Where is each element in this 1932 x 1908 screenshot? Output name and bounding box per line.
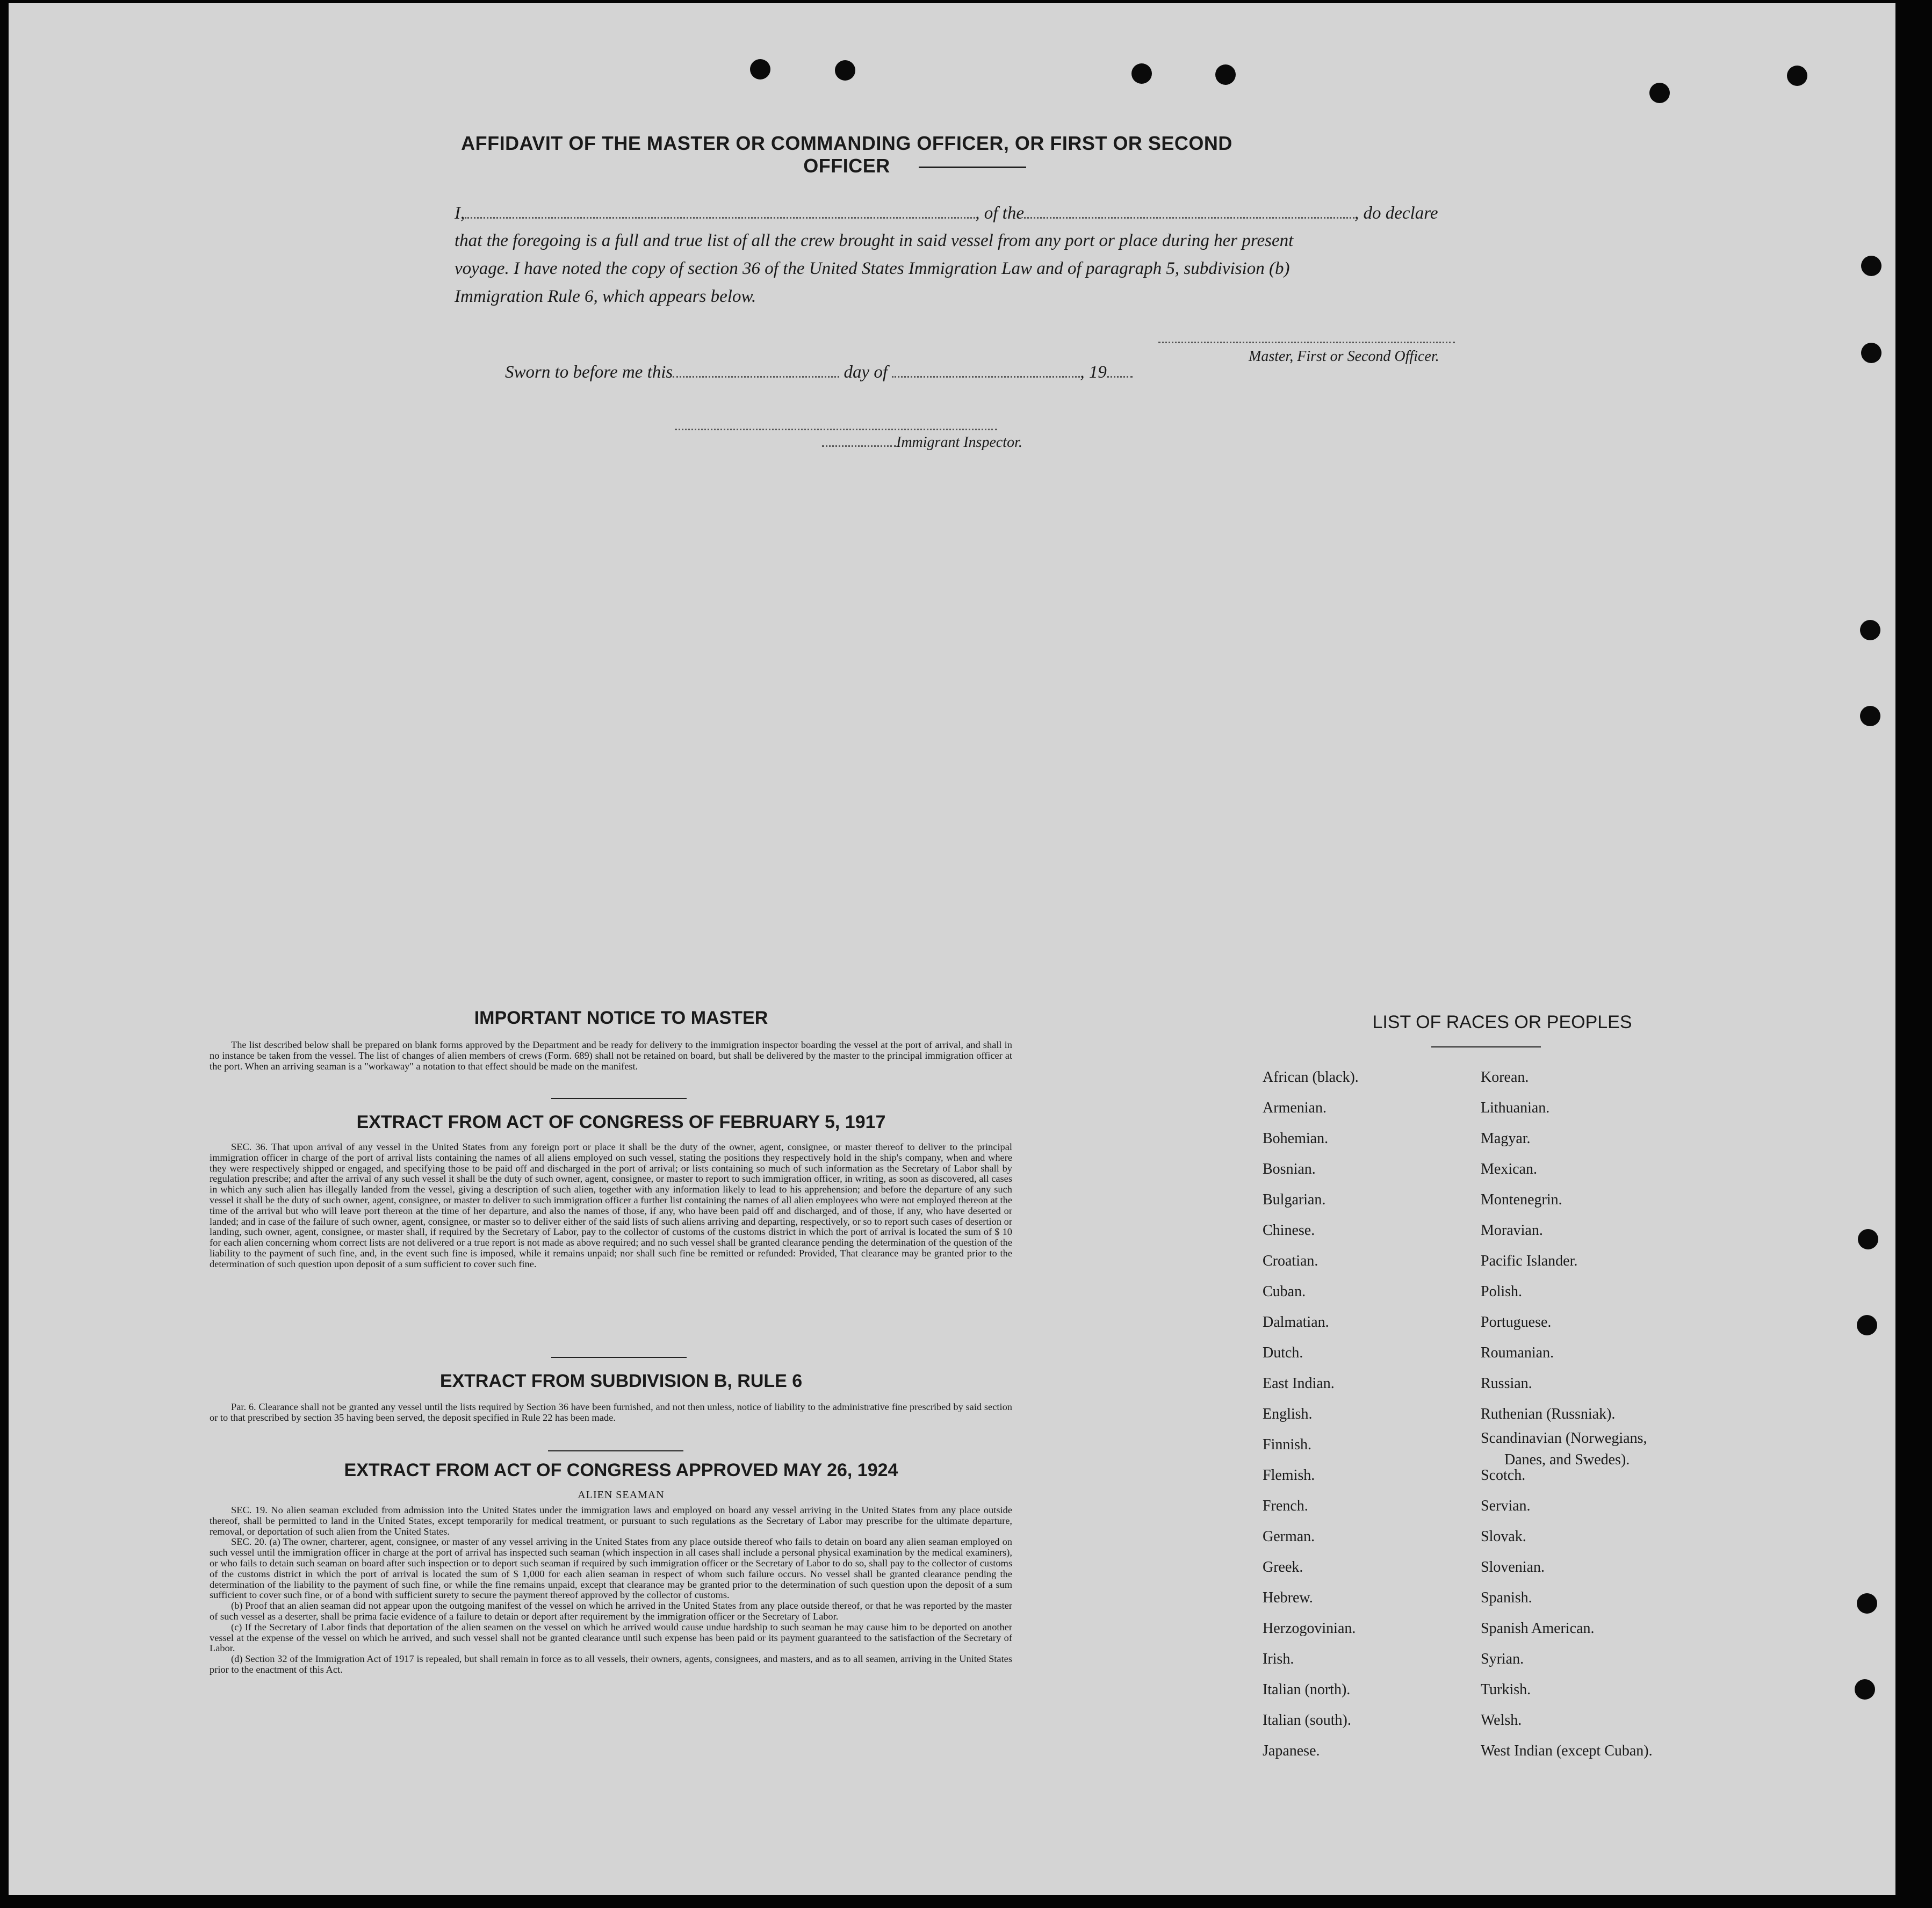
month-blank[interactable] [892, 362, 1080, 378]
punch-hole [1861, 343, 1881, 363]
inspector-signature-label: Immigrant Inspector. [896, 434, 1022, 451]
divider [548, 1450, 683, 1451]
race-item: Japanese. [1263, 1743, 1320, 1759]
extract-1924-subtitle: ALIEN SEAMAN [578, 1489, 665, 1501]
race-item: Greek. [1263, 1559, 1303, 1575]
extract-1917-title: EXTRACT FROM ACT OF CONGRESS OF FEBRUARY 5, 1917 [356, 1112, 886, 1132]
race-item: Bulgarian. [1263, 1191, 1326, 1208]
race-item: Croatian. [1263, 1253, 1318, 1269]
race-item: Armenian. [1263, 1100, 1327, 1116]
race-item: Italian (north). [1263, 1681, 1351, 1698]
race-item: Dutch. [1263, 1345, 1303, 1361]
race-item: Herzogovinian. [1263, 1620, 1356, 1637]
race-item: Welsh. [1481, 1712, 1522, 1729]
affidavit-title: AFFIDAVIT OF THE MASTER OR COMMANDING OFFICER, OR FIRST OR SECOND OFFICER [461, 132, 1232, 177]
year-blank[interactable] [1107, 362, 1133, 378]
race-item: Finnish. [1263, 1436, 1312, 1453]
punch-hole [1787, 66, 1807, 86]
race-item: Slovenian. [1481, 1559, 1545, 1575]
name-blank[interactable] [465, 203, 975, 219]
race-item: Slovak. [1481, 1528, 1526, 1545]
race-item: French. [1263, 1498, 1308, 1514]
punch-hole [1649, 83, 1670, 103]
race-item: Ruthenian (Russniak). [1481, 1406, 1616, 1422]
extract-rule6-title: EXTRACT FROM SUBDIVISION B, RULE 6 [439, 1371, 803, 1391]
vessel-blank[interactable] [1024, 203, 1354, 219]
punch-hole [1860, 706, 1880, 726]
divider [919, 167, 1026, 168]
race-item: Bosnian. [1263, 1161, 1316, 1177]
race-item: Hebrew. [1263, 1589, 1313, 1606]
race-item: Moravian. [1481, 1222, 1543, 1239]
race-item: English. [1263, 1406, 1313, 1422]
master-signature-label: Master, First or Second Officer. [1249, 348, 1439, 365]
race-item: Polish. [1481, 1283, 1523, 1300]
punch-hole [1857, 1315, 1877, 1335]
race-item: East Indian. [1263, 1375, 1335, 1392]
punch-hole [1857, 1593, 1877, 1614]
punch-hole [750, 59, 770, 80]
punch-hole [1858, 1229, 1878, 1249]
inspector-signature-line[interactable] [675, 415, 997, 430]
punch-hole [1860, 620, 1880, 640]
declaration-line-1: I, , of the , do declare [455, 204, 1438, 223]
punch-hole [835, 60, 855, 81]
race-item: Servian. [1481, 1498, 1531, 1514]
declaration-line-4: Immigration Rule 6, which appears below. [455, 287, 756, 306]
race-item: Russian. [1481, 1375, 1532, 1392]
race-item: Irish. [1263, 1651, 1294, 1667]
race-item: West Indian (except Cuban). [1481, 1743, 1653, 1759]
race-item: Turkish. [1481, 1681, 1531, 1698]
race-item: Portuguese. [1481, 1314, 1552, 1331]
race-item: Italian (south). [1263, 1712, 1351, 1729]
declaration-line-2: that the foregoing is a full and true list of all the crew brought in said vessel from any port or place during her present [455, 231, 1294, 250]
divider [551, 1098, 687, 1099]
race-item: Scotch. [1481, 1467, 1526, 1484]
race-item: Syrian. [1481, 1651, 1524, 1667]
extract-1924-title: EXTRACT FROM ACT OF CONGRESS APPROVED MAY 26, 1924 [344, 1460, 898, 1480]
day-blank[interactable] [673, 362, 839, 378]
race-item: Danes, and Swedes). [1504, 1451, 1630, 1468]
race-item: Lithuanian. [1481, 1100, 1550, 1116]
race-item: Flemish. [1263, 1467, 1315, 1484]
race-item: African (black). [1263, 1069, 1359, 1086]
race-item: Bohemian. [1263, 1130, 1329, 1147]
race-item: German. [1263, 1528, 1315, 1545]
punch-hole [1855, 1679, 1875, 1700]
race-item: Montenegrin. [1481, 1191, 1562, 1208]
races-title: LIST OF RACES OR PEOPLES [1372, 1012, 1632, 1032]
notice-text: The list described below shall be prepared on blank forms approved by the Department and be ready for delivery to the immigration inspector boarding the vessel at the port of arrival, and shall in no instance be taken from the vessel. The list of changes of alien members of crews (Form. 689) shall not be retained on board, but shall be delivered by the master to the principal immigration officer at the port. When an arriving seaman is a "workaway" a notation to that effect should be made on the manifest. [210, 1039, 1012, 1072]
notice-title: IMPORTANT NOTICE TO MASTER [474, 1008, 768, 1028]
document-sheet [9, 3, 1895, 1895]
race-item: Spanish. [1481, 1589, 1532, 1606]
race-item: Dalmatian. [1263, 1314, 1329, 1331]
extract-rule6-text: Par. 6. Clearance shall not be granted any vessel until the lists required by Section 36 have been furnished, and not then unless, notice of liability to the administrative fine prescribed by said section or to that prescribed by section 35 having been served, the deposit specified in Rule 22 has been made. [210, 1401, 1012, 1423]
extract-1924-text: SEC. 19. No alien seaman excluded from admission into the United States under the immigration laws and employed on board any vessel arriving in the United States from any place outside thereof, shall be permitted to land in the United States, except temporarily for medical treatment, or pursuant to such regulations as the Secretary of Labor may prescribe for the ultimate departure, removal, or deportation of such alien from the United States. SEC. 20. (a) The owner, charterer, agent, consignee, or master of any vessel arriving in the United States from any place outside thereof who fails to detain on board any alien seaman employed on such vessel until the immigration officer in charge at the port of arrival has inspected such seaman (which inspection in all cases shall include a personal physical examination by the medical examiners), or who fails to detain such seaman on board after such inspection or to deport such seaman if required by such immigration officer or the Secretary of Labor to do so, shall pay to the collector of customs of the customs district in which the port of arrival is located the sum of $ 1,000 for each alien seaman in respect of whom such failure occurs. No vessel shall be granted clearance pending the determination of the liability to the payment of such fine, or while the fine remains unpaid, except that clearance may be granted prior to the determination of such question upon the deposit of a sum sufficient to cover such fine, or of a bond with sufficient surety to secure the payment thereof approved by the collector of customs. (b) Proof that an alien seaman did not appear upon the outgoing manifest of the vessel on which he arrived in the United States from any place outside thereof, or that he was reported by the master of such vessel as a deserter, shall be prima facie evidence of a failure to detain or deport after requirement by the immigration officer or the Secretary of Labor. (c) If the Secretary of Labor finds that deportation of the alien seamen on the vessel on which he arrived would cause undue hardship to such seaman he may cause him to be deported on another vessel at the expense of the vessel on which he arrived, and such vessel shall not be granted clearance until such expense has been paid or its payment guaranteed to the satisfaction of the Secretary of Labor. (d) Section 32 of the Immigration Act of 1917 is repealed, but shall remain in force as to all vessels, their owners, agents, consignees, and masters, and as to all seamen, arriving in the United States prior to the enactment of this Act. [210, 1505, 1012, 1675]
divider [1431, 1046, 1541, 1047]
race-item: Mexican. [1481, 1161, 1537, 1177]
race-item: Spanish American. [1481, 1620, 1595, 1637]
race-item: Roumanian. [1481, 1345, 1554, 1361]
race-item: Scandinavian (Norwegians, [1481, 1430, 1647, 1447]
race-item: Magyar. [1481, 1130, 1531, 1147]
race-item: Pacific Islander. [1481, 1253, 1578, 1269]
race-item: Chinese. [1263, 1222, 1315, 1239]
inspector-signature-row [822, 434, 1022, 451]
race-item: Cuban. [1263, 1283, 1306, 1300]
sworn-line: Sworn to before me this day of , 19 [505, 362, 1133, 382]
master-signature-line[interactable] [1158, 328, 1455, 343]
divider [551, 1357, 687, 1358]
extract-1917-text: SEC. 36. That upon arrival of any vessel in the United States from any foreign port or place it shall be the duty of the owner, agent, consignee, or master thereof to deliver to the principal immigration officer in charge of the port of arrival lists containing the names of all aliens employed on such vessel, stating the positions they respectively hold in the ship's company, when and where they were respectively shipped or engaged, and specifying those to be paid off and discharged in the port of arrival; or lists containing so much of such information as the Secretary of Labor shall by regulation prescribe; and after the arrival of any such vessel it shall be the duty of such owner, agent, consignee, or master to report to such immigration officer, in writing, as soon as discovered, all cases in which any such alien has illegally landed from the vessel, giving a description of such alien, together with any information likely to lead to his apprehension; and before the departure of any such vessel it shall be the duty of such owner, agent, consignee, or master to deliver to such immigration officer a further list containing the names of all alien employees who were not employed thereon at the time of the arrival but who will leave port thereon at the time of her departure, and also the names of those, if any, who have been paid off and discharged, and of those, if any, who have deserted or landed; and in case of the failure of such owner, agent, consignee, or master so to deliver either of the said lists of such aliens arriving and departing, respectively, or so to report such cases of desertion or landing, such owner, agent, consignee, or master shall, if required by the Secretary of Labor, pay to the collector of customs of the customs district in which the port of arrival is located the sum of $ 10 for each alien concerning whom correct lists are not delivered or a true report is not made as above required; and no such vessel shall be granted clearance pending the determination of the question of the liability to the payment of such fine, and, in the event such fine is imposed, while it remains unpaid; nor shall such fine be remitted or refunded: Provided, That clearance may be granted prior to the determination of such question upon deposit of a sum sufficient to cover such fine. [210, 1141, 1012, 1269]
punch-hole [1131, 63, 1152, 84]
punch-hole [1861, 256, 1881, 276]
punch-hole [1215, 64, 1236, 85]
race-item: Korean. [1481, 1069, 1529, 1086]
declaration-line-3: voyage. I have noted the copy of section 36 of the United States Immigration Law and of paragraph 5, subdivision (b) [455, 259, 1290, 278]
